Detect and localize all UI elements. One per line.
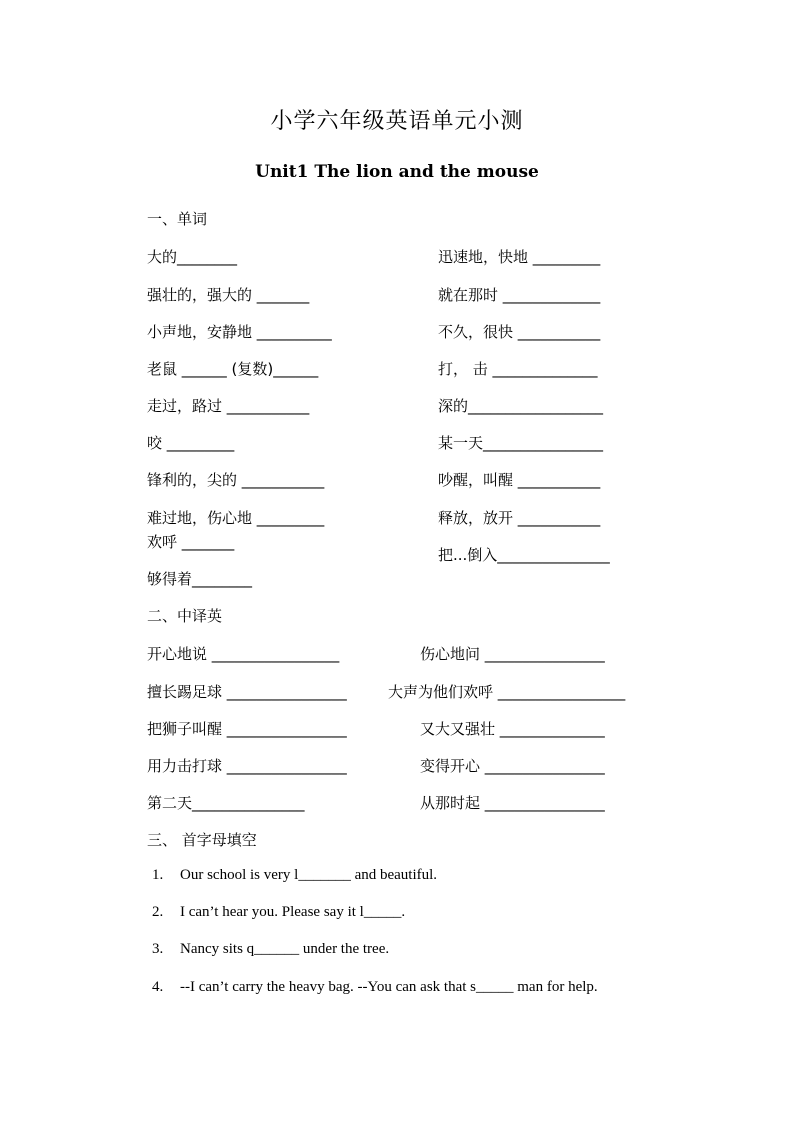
- word-item: 欢呼 _______: [147, 533, 235, 551]
- phrase-item: 把狮子叫醒 ________________: [147, 720, 347, 738]
- phrase-item: 变得开心 ________________: [420, 757, 605, 775]
- word-item: 锋利的，尖的 ___________: [147, 471, 325, 489]
- word-item: 走过，路过 ___________: [147, 397, 310, 415]
- word-item: 释放，放开 ___________: [438, 509, 601, 527]
- phrase-item: 大声为他们欢呼 _________________: [388, 683, 626, 701]
- word-item: 大的________: [147, 248, 238, 266]
- question-text: I can’t hear you. Please say it l_____.: [180, 904, 406, 920]
- word-item: 吵醒，叫醒 ___________: [438, 471, 601, 489]
- word-item: 某一天________________: [438, 434, 604, 452]
- question-item: [152, 941, 389, 958]
- unit-subtitle: Unit1 The lion and the mouse: [255, 162, 539, 182]
- question-number: 3.: [152, 941, 164, 957]
- question-item: [152, 867, 437, 884]
- word-item: 深的__________________: [438, 397, 604, 415]
- section-heading-fill-blank: 三、 首字母填空: [147, 831, 257, 849]
- question-number: 2.: [152, 904, 164, 920]
- word-item: 把...倒入_______________: [438, 546, 610, 564]
- phrase-item: 第二天_______________: [147, 794, 305, 812]
- phrase-item: 从那时起 ________________: [420, 794, 605, 812]
- phrase-item: 用力击打球 ________________: [147, 757, 347, 775]
- word-item: 小声地，安静地 __________: [147, 323, 332, 341]
- phrase-item: 又大又强壮 ______________: [420, 720, 605, 738]
- question-text: Nancy sits q______ under the tree.: [180, 941, 390, 957]
- section-heading-words: 一、单词: [147, 210, 208, 228]
- word-item: 不久，很快 ___________: [438, 323, 601, 341]
- page-title: 小学六年级英语单元小测: [270, 109, 524, 134]
- word-item: 就在那时 _____________: [438, 286, 601, 304]
- question-number: 4.: [152, 979, 164, 995]
- word-item: 咬 _________: [147, 434, 235, 452]
- word-item: 难过地，伤心地 _________: [147, 509, 325, 527]
- word-item: 够得着________: [147, 570, 253, 588]
- phrase-item: 开心地说 _________________: [147, 645, 340, 663]
- question-text: --I can’t carry the heavy bag. --You can ask that s_____ man for help.: [180, 979, 598, 995]
- phrase-item: 擅长踢足球 ________________: [147, 683, 347, 701]
- phrase-item: 伤心地问 ________________: [420, 645, 605, 663]
- question-item: [152, 904, 405, 921]
- section-heading-translation: 二、中译英: [147, 607, 223, 625]
- question-text: Our school is very l_______ and beautiful.: [180, 867, 438, 883]
- question-item: [152, 979, 598, 996]
- word-item: 打， 击 ______________: [438, 360, 598, 378]
- word-item: 老鼠 ______ (复数)______: [147, 360, 319, 378]
- word-item: 迅速地，快地 _________: [438, 248, 601, 266]
- question-number: 1.: [152, 867, 164, 883]
- word-item: 强壮的，强大的 _______: [147, 286, 310, 304]
